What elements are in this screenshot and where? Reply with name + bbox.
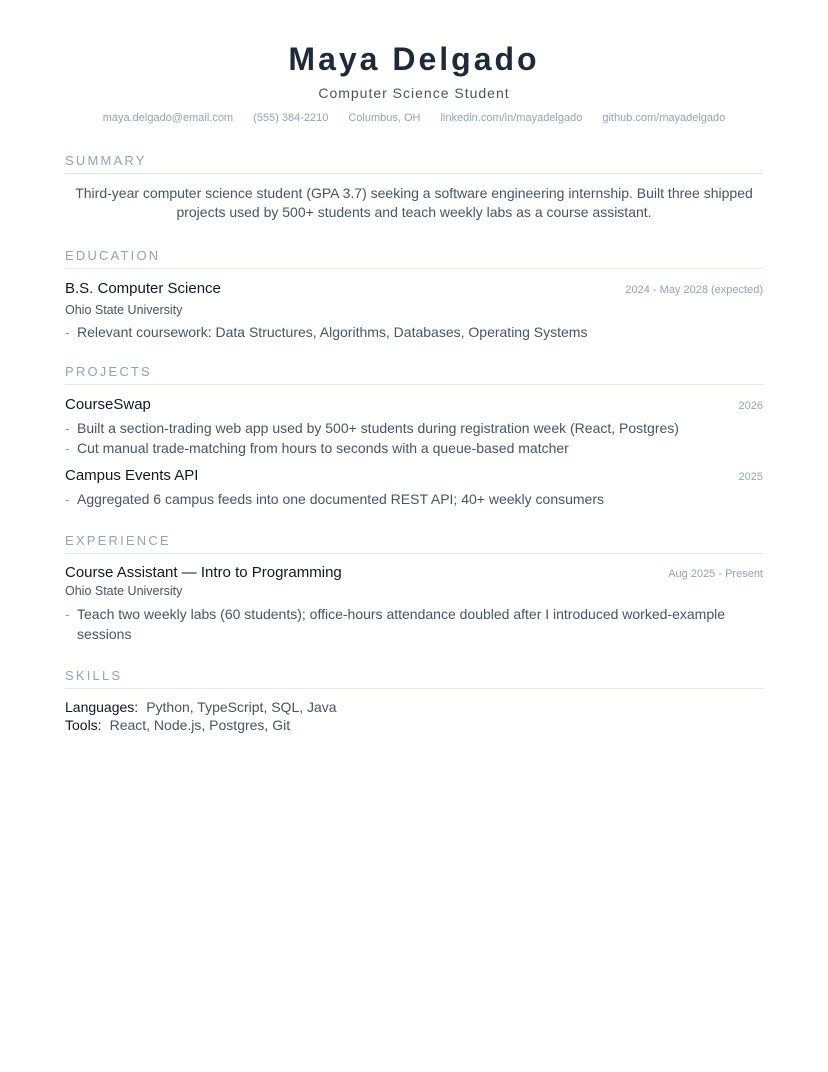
summary-text: Third-year computer science student (GPA 3.7) seeking a software engineering internship. Built three shipped projects used by 500+ students and teach weekly labs as a course assistant.: [75, 185, 753, 220]
contact-info: [65, 111, 763, 125]
entry-date: 2024 - May 2028 (expected): [625, 284, 763, 296]
bullet-item: - Built a section-trading web app used by 500+ students during registration week (React, Postgres): [65, 418, 763, 438]
entry-title: Campus Events API: [65, 467, 199, 484]
skill-value: Python, TypeScript, SQL, Java: [146, 699, 337, 715]
skills-section: [65, 668, 763, 734]
contact-location: Columbus, OH: [348, 112, 421, 124]
bullet-item: - Teach two weekly labs (60 students); office-hours attendance doubled after I introduced worked-example sessions: [65, 604, 763, 644]
entry-bullets: [65, 322, 763, 342]
skill-label: Tools:: [65, 717, 102, 733]
entry-date: 2025: [738, 471, 763, 483]
skills-list: [65, 698, 763, 734]
summary-section: [65, 153, 763, 222]
entry-header: [65, 395, 763, 415]
project-entry: [65, 466, 763, 509]
entry-title: Course Assistant — Intro to Programming: [65, 564, 342, 581]
entry-bullets: [65, 604, 763, 644]
resume-header: [65, 0, 763, 125]
entry-header: [65, 563, 763, 583]
bullet-item: - Cut manual trade-matching from hours to seconds with a queue-based matcher: [65, 438, 763, 458]
entry-org: Ohio State University: [65, 584, 183, 598]
resume-page: [65, 0, 763, 734]
section-title-projects: PROJECTS: [65, 364, 763, 385]
skill-value: React, Node.js, Postgres, Git: [109, 717, 291, 733]
entry-bullets: [65, 489, 763, 509]
contact-phone: (555) 384-2210: [253, 112, 329, 124]
entry-date: 2026: [738, 400, 763, 412]
entry-org: Ohio State University: [65, 303, 183, 317]
section-title-summary: SUMMARY: [65, 153, 763, 174]
entry-header: [65, 279, 763, 299]
entry-title: B.S. Computer Science: [65, 280, 221, 297]
candidate-name: Maya Delgado: [288, 41, 540, 77]
skill-row-languages: [65, 698, 763, 716]
project-entry: [65, 395, 763, 458]
education-section: [65, 248, 763, 342]
contact-github: github.com/mayadelgado: [602, 112, 726, 124]
entry-date: Aug 2025 - Present: [668, 568, 763, 580]
bullet-item: - Relevant coursework: Data Structures, Algorithms, Databases, Operating Systems: [65, 322, 763, 342]
section-title-education: EDUCATION: [65, 248, 763, 269]
projects-section: [65, 364, 763, 509]
bullet-item: - Aggregated 6 campus feeds into one documented REST API; 40+ weekly consumers: [65, 489, 763, 509]
entry-header: [65, 466, 763, 486]
candidate-subtitle: Computer Science Student: [318, 85, 510, 101]
section-title-skills: SKILLS: [65, 668, 763, 689]
experience-entry: [65, 563, 763, 644]
experience-section: [65, 533, 763, 644]
education-entry: [65, 279, 763, 342]
entry-bullets: [65, 418, 763, 458]
entry-title: CourseSwap: [65, 396, 151, 413]
skill-row-tools: [65, 716, 763, 734]
contact-email: maya.delgado@email.com: [102, 112, 234, 124]
contact-linkedin: linkedin.com/in/mayadelgado: [440, 112, 583, 124]
section-title-experience: EXPERIENCE: [65, 533, 763, 554]
skill-label: Languages:: [65, 699, 139, 715]
